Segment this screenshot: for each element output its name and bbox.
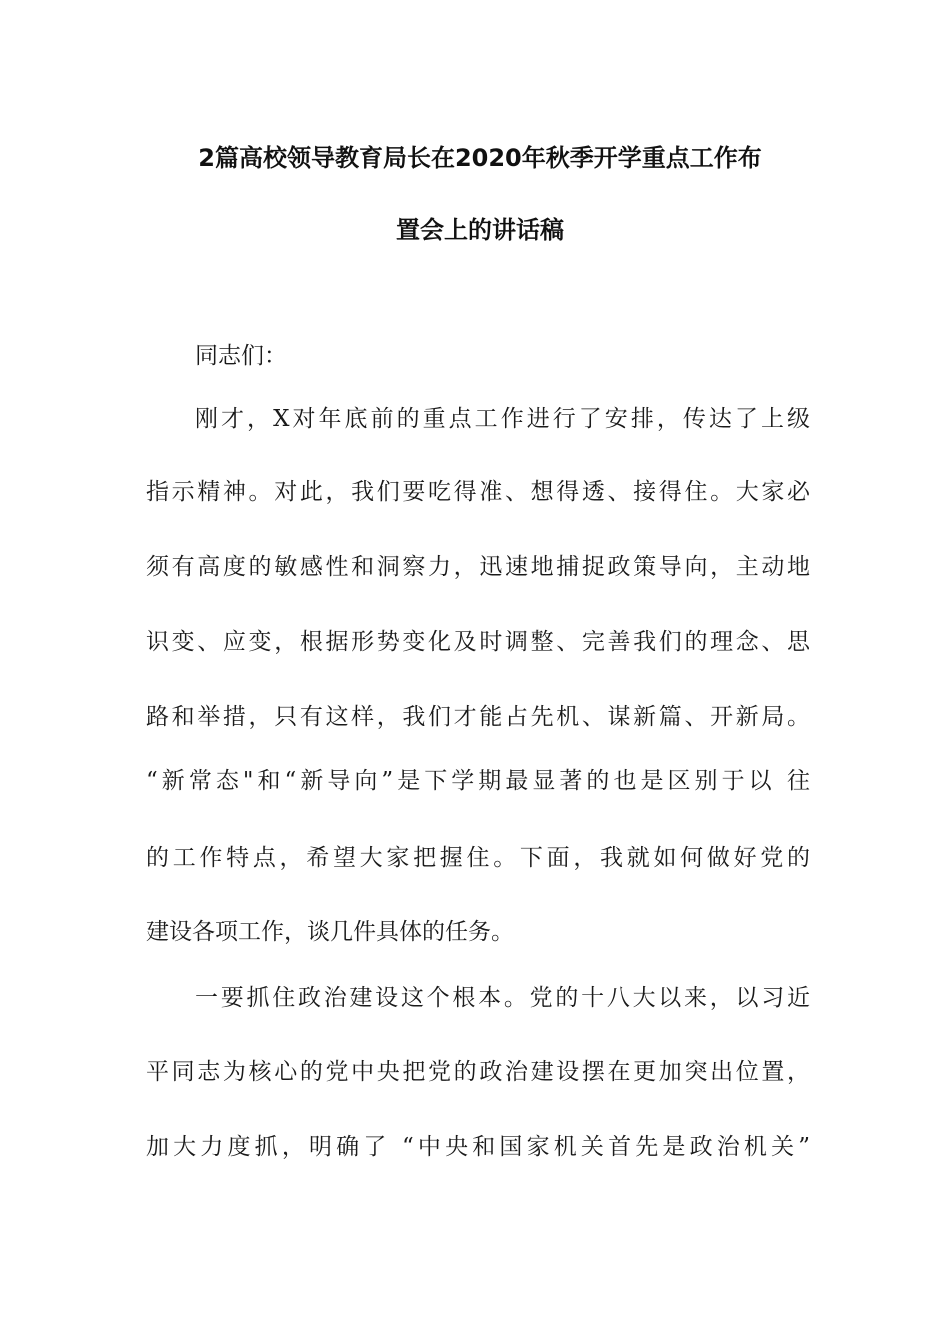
- body-line: “新常态"和“新导向”是下学期最显著的也是区别于以 往: [146, 768, 810, 794]
- body-line: 平同志为核心的党中央把党的政治建设摆在更加突出位置，: [146, 1059, 810, 1085]
- body-line: 一要抓住政治建设这个根本。党的十八大以来，以习近: [195, 985, 810, 1011]
- body-line: 刚才，X对年底前的重点工作进行了安排，传达了上级: [195, 406, 810, 432]
- body-line: 加大力度抓，明确了 “中央和国家机关首先是政治机关”: [146, 1134, 810, 1160]
- body-line: 建设各项工作，谈几件具体的任务。: [146, 919, 514, 945]
- body-line-salutation: 同志们：: [195, 343, 287, 369]
- title-line-2: 置会上的讲话稿: [396, 216, 564, 244]
- title-line-1: 2篇高校领导教育局长在2020年秋季开学重点工作布: [198, 144, 762, 172]
- body-line: 识变、应变，根据形势变化及时调整、完善我们的理念、思: [146, 629, 810, 655]
- body-line: 指示精神。对此，我们要吃得准、想得透、接得住。大家必: [146, 479, 810, 505]
- body-line: 的工作特点，希望大家把握住。下面，我就如何做好党的: [146, 845, 810, 871]
- body-line: 路和举措，只有这样，我们才能占先机、谋新篇、开新局。: [146, 704, 810, 730]
- body-line: 须有高度的敏感性和洞察力，迅速地捕捉政策导向，主动地: [146, 554, 810, 580]
